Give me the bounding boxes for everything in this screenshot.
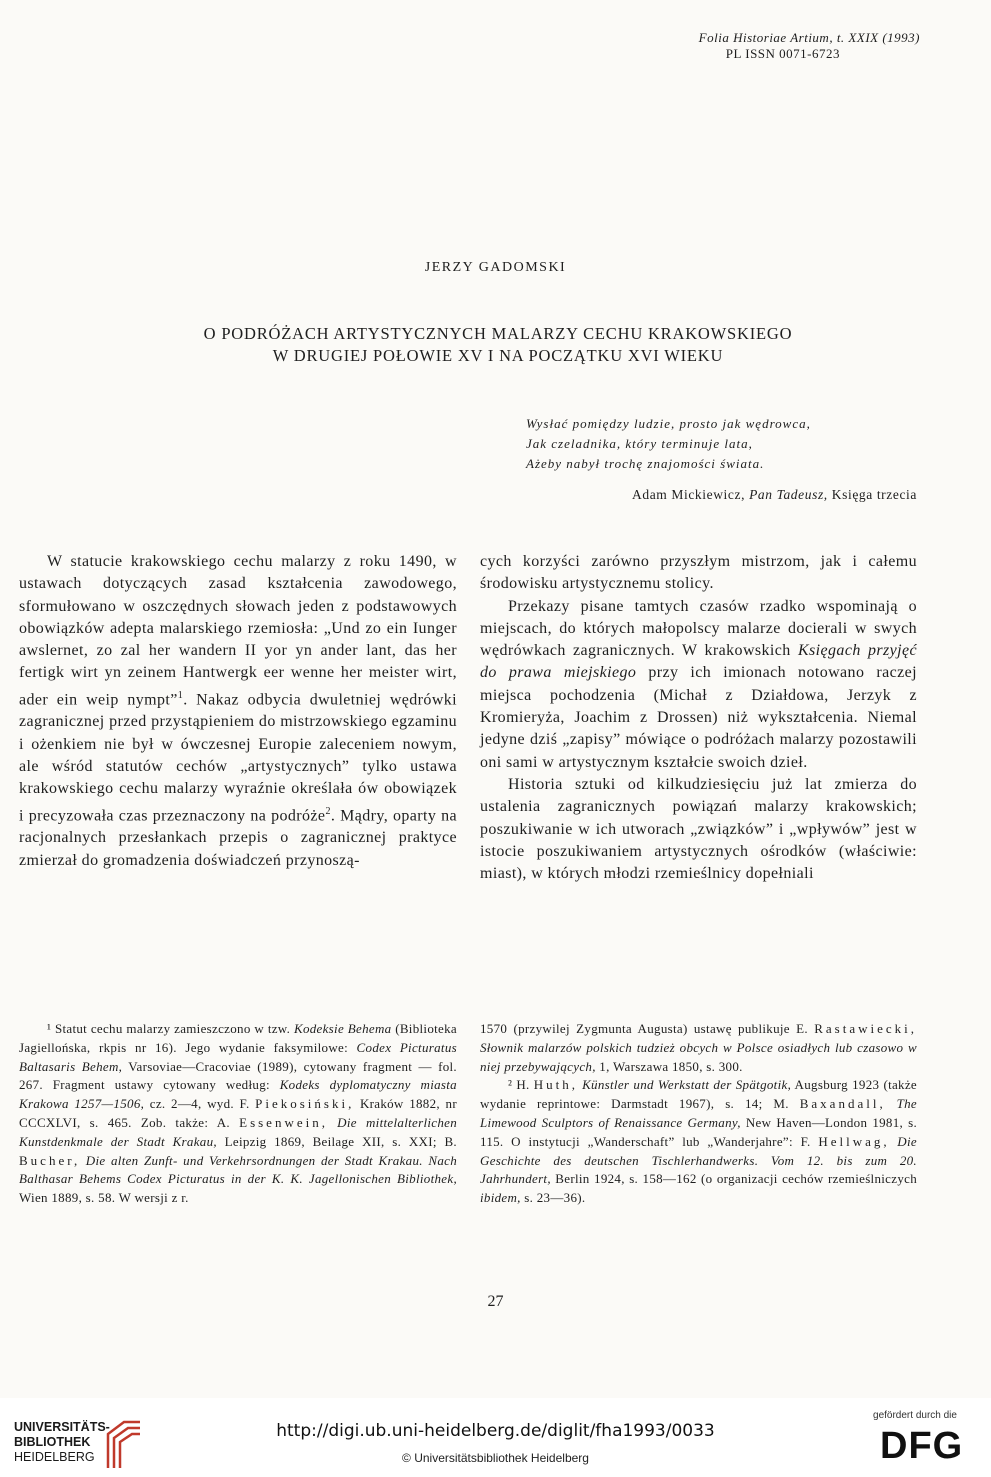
attribution-author: Adam Mickiewicz, [632, 487, 746, 502]
body-paragraph: cych korzyści zarówno przyszłym mistrzom, jak i całemu środowisku artystycznemu stolicy. [480, 553, 917, 593]
body-column-left [19, 551, 457, 872]
body-text-italic: Księgach przyjęć do prawa miejskiego [480, 642, 918, 682]
funding-caption: gefördert durch die [873, 1410, 957, 1421]
epigraph [460, 414, 917, 474]
epigraph-line: Jak czeladnika, który terminuje lata, [526, 436, 753, 451]
body-text: . Nakaz odbycia dwuletniej wędrówki zagranicznej przed przystąpieniem do mistrzowskiego egzaminu i ożenkiem nie był w ówczesnej Europie zaleceniem nowym, ale wśród statutów cechów „artystycznych” tylko ustawa krakowskiego cechu malarzy wyraźnie określała ów obowiązek i precyzowała czas przeznaczony na podróże [19, 691, 458, 824]
journal-header [560, 30, 920, 62]
title-line-2: W DRUGIEJ POŁOWIE XV I NA POCZĄTKU XVI WIEKU [272, 346, 724, 365]
article-title [80, 323, 916, 367]
footnotes-right [480, 1020, 917, 1208]
footnotes-left [19, 1020, 457, 1208]
attribution-part: Księga trzecia [831, 487, 917, 502]
page-number: 27 [487, 1293, 504, 1310]
footnote-2: ² H. Huth, Künstler und Werkstatt der Spätgotik, Augsburg 1923 (także wydanie reprintowe: Darmstadt 1967), s. 14; M. Baxandall, The Limewood Sculptors of Renaissance Germany, New Haven—London 1981, s. 115. O instytucji „Wanderschaft” lub „Wanderjahre”: F. Hellwag, Die Geschichte des deutschen Tischlerhandwerks. Vom 12. bis zum 20. Jahrhundert, Berlin 1924, s. 158—162 (o organizacji cechów rzemieślniczych ibidem, s. 23—36). [480, 1077, 918, 1206]
article-author: JERZY GADOMSKI [424, 260, 567, 275]
footnote-ref[interactable]: 1 [177, 689, 184, 701]
epigraph-line: Wysłać pomiędzy ludzie, prosto jak wędrowca, [526, 416, 811, 431]
body-text: W statucie krakowskiego cechu malarzy z roku 1490, w ustawach dotyczących zasad kształcenia zawodowego, sformułowano w oszczędnych słowach jeden z podstawowych obowiązków adepta malarskiego rzemiosła: „Und zo ein Iunger awslernet, zo zal her wandern II yor yn ander lant, das her fertigk wirt yn zeinem Hantwergk eer wenne her meister wirt, ader ein weip nympt” [19, 553, 457, 709]
copyright-notice: © Universitätsbibliothek Heidelberg [402, 1451, 589, 1465]
body-paragraph [480, 596, 917, 774]
body-paragraph [19, 551, 457, 872]
dfg-logo[interactable]: DFG [880, 1425, 964, 1467]
footnote-ref[interactable]: 2 [325, 805, 331, 817]
body-text: Przekazy pisane tamtych czasów rzadko wspominają o miejscach, do których małopolscy malarze docierali w swych wędrówkach zagranicznych. W krakowskich [480, 597, 917, 660]
footnote-1-continued: 1570 (przywilej Zygmunta Augusta) ustawę publikuje E. Rastawiecki, Słownik malarzów polskich tudzież obcych w Polsce osiadłych lub czasowo w niej przebywających, 1, Warszawa 1850, s. 300. [480, 1021, 917, 1074]
body-text: . Mądry, oparty na racjonalnych przesłankach przepis o zagranicznej praktyce zmierzał do gromadzenia doświadczeń przynoszą- [19, 806, 458, 869]
body-column-right [480, 551, 917, 885]
body-text: przy ich imionach notowano raczej miejsca pochodzenia (Michał z Działdowa, Jerzyk z Kromieryża, Joachim z Drossen) niż wykształcenia. Niemal jedyne dziś „zapisy” mówiące o podróżach malarzy pozostawili oni sami w artystycznym kształcie swoich dzieł. [480, 664, 917, 771]
journal-citation: Folia Historiae Artium, t. XXIX (1993) [698, 30, 920, 45]
issn: PL ISSN 0071-6723 [725, 46, 840, 61]
epigraph-attribution [460, 487, 917, 503]
epigraph-line: Ażeby nabył trochę znajomości świata. [526, 456, 765, 471]
library-name: UNIVERSITÄTS- BIBLIOTHEK HEIDELBERG [14, 1420, 110, 1464]
body-paragraph: Historia sztuki od kilkudziesięciu już lat zmierza do ustalenia zagranicznych powiązań malarzy krakowskich; poszukiwanie w ich utworach „związków” i „wpływów” jest w istocie poszukiwaniem artystycznych ośrodków (właściwie: miast), w których młodzi rzemieślnicy dopełniali [480, 775, 917, 883]
permalink-url[interactable]: http://digi.ub.uni-heidelberg.de/diglit/fha1993/0033 [276, 1421, 715, 1441]
attribution-work: Pan Tadeusz, [749, 487, 828, 502]
title-line-1: O PODRÓŻACH ARTYSTYCZNYCH MALARZY CECHU KRAKOWSKIEGO [203, 324, 793, 343]
footnote-1: ¹ Statut cechu malarzy zamieszczono w tzw. Kodeksie Behema (Biblioteka Jagiellońska, rkpis nr 16). Jego wydanie faksymilowe: Codex Picturatus Baltasaris Behem, Varsoviae—Cracoviae (1989), cytowany fragment — fol. 267. Fragment ustawy cytowany według: Kodeks dyplomatyczny miasta Krakowa 1257—1506, cz. 2—4, wyd. F. Piekosiński, Kraków 1882, nr CCCXLVI, s. 465. Zob. także: A. Essenwein, Die mittelalterlichen Kunstdenkmale der Stadt Krakau, Leipzig 1869, Beilage XII, s. XXI; B. Bucher, Die alten Zunft- und Verkehrsordnungen der Stadt Krakau. Nach Balthasar Behems Codex Picturatus in der K. K. Jagellonischen Bibliothek, Wien 1889, s. 58. W wersji z r. [19, 1021, 458, 1206]
